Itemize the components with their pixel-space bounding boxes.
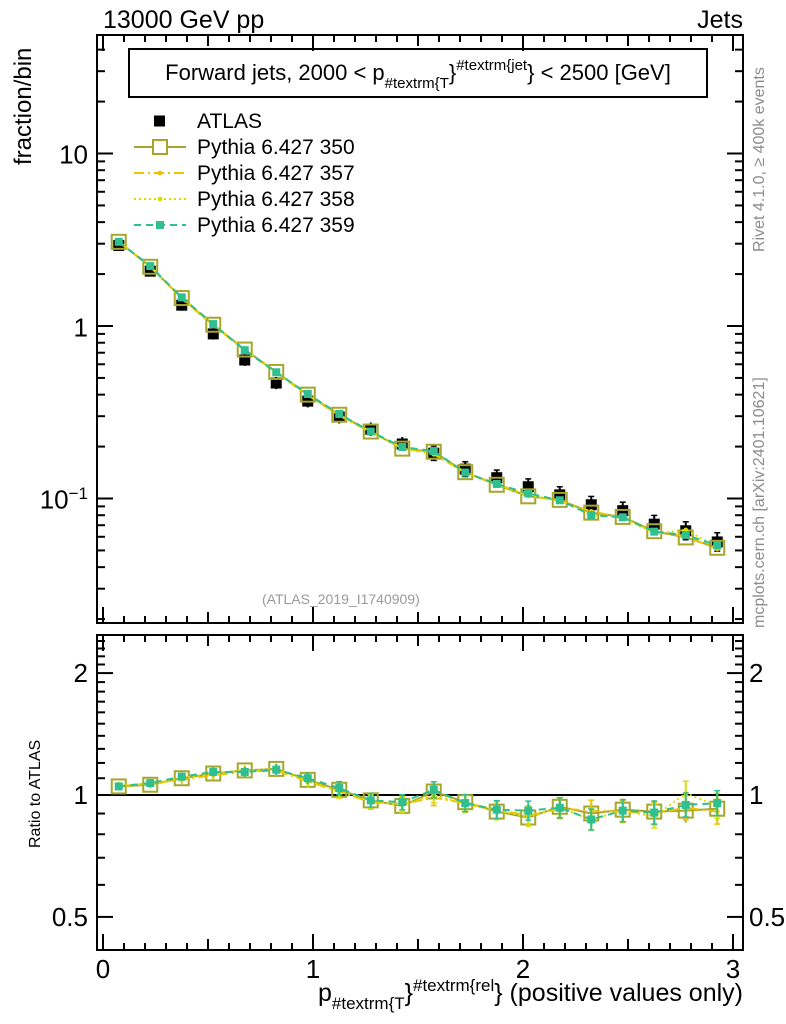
main-curve — [119, 241, 718, 546]
plot-title-sub: #textrm{T — [384, 75, 449, 92]
ratio-tick-0p5-right: 0.5 — [749, 902, 786, 932]
plot-title-suffix: < 2500 [GeV] — [534, 60, 671, 85]
header-beam-energy: 13000 GeV pp — [103, 6, 265, 34]
plot-title-brace2: } — [527, 60, 535, 85]
mcplots-arxiv-note: mcplots.cern.ch [arXiv:2401.10621] — [751, 377, 768, 628]
x-tick-3: 3 — [725, 954, 741, 984]
pythia-350-line-icon — [133, 134, 187, 160]
rivet-version-note: Rivet 4.1.0, ≥ 400k events — [751, 67, 768, 252]
plot-title — [165, 57, 671, 92]
x-title-prefix: p — [317, 979, 332, 1007]
x-tick-1: 1 — [305, 954, 321, 984]
plot-title-box — [128, 48, 708, 98]
legend-label: ATLAS — [197, 109, 262, 133]
ratio-tick-2-left: 2 — [73, 658, 88, 688]
header-analysis-type: Jets — [697, 6, 743, 34]
legend-label: Pythia 6.427 359 — [197, 213, 355, 237]
x-title-brace2: } — [494, 979, 503, 1007]
legend — [133, 108, 355, 238]
y-axis-title-ratio: Ratio to ATLAS — [27, 739, 44, 848]
x-title-brace1: } — [404, 979, 413, 1007]
pythia-358-line-icon — [133, 186, 187, 212]
ratio-panel-frame — [97, 635, 743, 950]
main-curve — [119, 242, 718, 548]
legend-item-atlas — [133, 108, 355, 134]
plot-title-prefix: Forward jets, 2000 < p — [165, 60, 385, 85]
ratio-tick-0p5-left: 0.5 — [51, 902, 88, 932]
x-title-sup: #textrm{rel — [413, 976, 495, 995]
legend-item-pythia-350 — [133, 134, 355, 160]
analysis-watermark: (ATLAS_2019_I1740909) — [262, 591, 420, 607]
main-curve — [119, 242, 718, 546]
ratio-curve — [119, 770, 718, 815]
y-tick-0p1: $10^{-1}$ — [39, 484, 88, 515]
x-axis-title — [317, 976, 743, 1013]
ratio-tick-2-right: 2 — [749, 658, 764, 688]
legend-item-pythia-357 — [133, 160, 355, 186]
legend-label: Pythia 6.427 357 — [197, 161, 355, 185]
legend-label: Pythia 6.427 350 — [197, 135, 355, 159]
pythia-357-line-icon — [133, 160, 187, 186]
ratio-curve — [119, 769, 718, 818]
atlas-marker-icon — [133, 108, 187, 134]
plot-title-sup: #textrm{jet — [456, 57, 528, 74]
main-curve — [119, 242, 718, 549]
plot-title-brace1: } — [448, 60, 457, 85]
pythia-359-line-icon — [133, 212, 187, 238]
y-tick-1: 1 — [73, 312, 88, 343]
legend-item-pythia-359 — [133, 212, 355, 238]
x-tick-0: 0 — [95, 954, 111, 984]
ratio-tick-1-right: 1 — [749, 780, 764, 810]
legend-item-pythia-358 — [133, 186, 355, 212]
y-tick-10: 10 — [59, 139, 88, 170]
series-pythia-6-427-350 — [112, 235, 725, 827]
legend-label: Pythia 6.427 358 — [197, 187, 355, 211]
ratio-tick-1-left: 1 — [73, 780, 88, 810]
y-axis-title-main: fraction/bin — [10, 47, 37, 165]
x-title-sub: #textrm{T — [331, 994, 405, 1013]
x-title-suffix: (positive values only) — [502, 979, 743, 1007]
x-tick-2: 2 — [515, 954, 531, 984]
atlas-data-points — [113, 240, 723, 551]
